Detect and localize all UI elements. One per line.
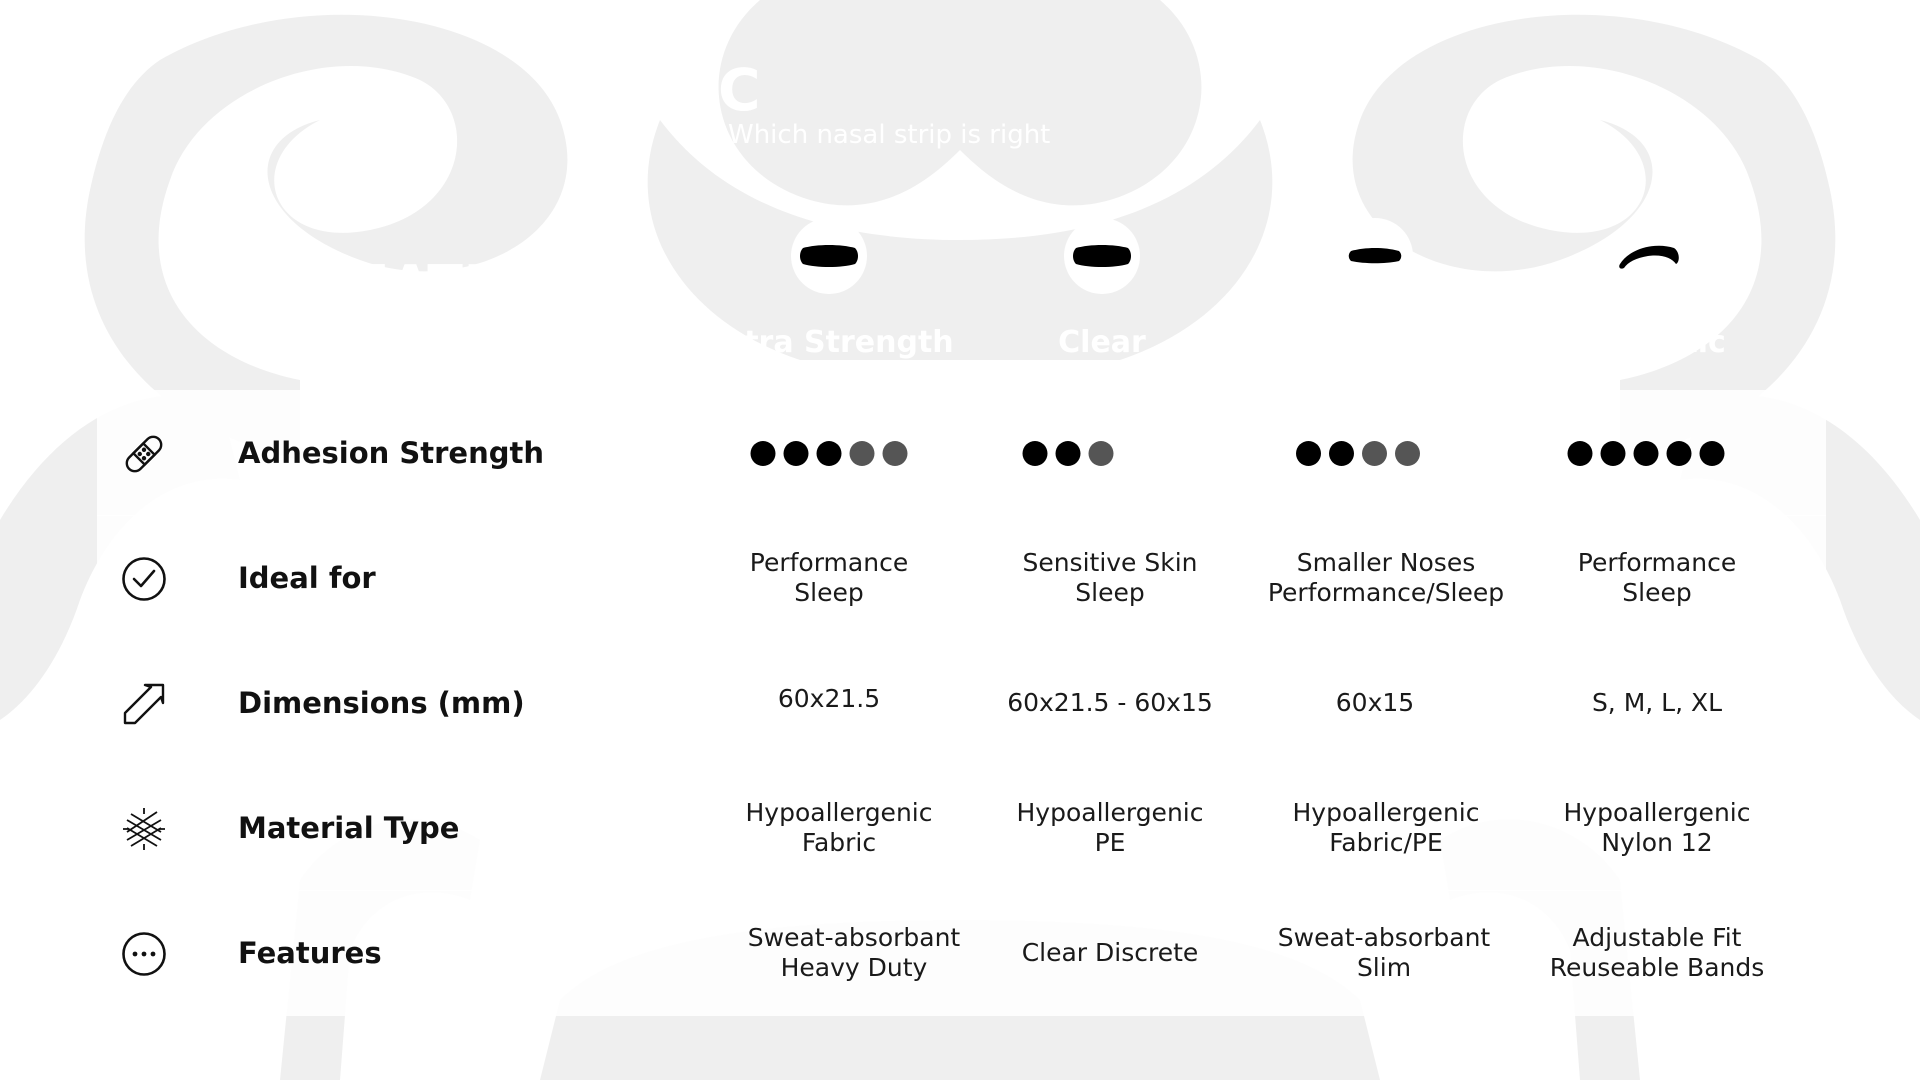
cell-line: Hypoallergenic — [1016, 798, 1204, 827]
cell-slate — [1235, 640, 1515, 766]
rating-clear — [1023, 390, 1114, 516]
cell-clear — [970, 640, 1250, 766]
nasal-strip-icon — [791, 218, 867, 294]
fabric-mesh-icon — [121, 806, 167, 852]
product-name-extra-strength: Extra Strength — [704, 325, 954, 360]
rating-dot — [1601, 441, 1626, 466]
more-dots-icon — [121, 931, 167, 977]
cell-line: Sleep — [1622, 578, 1692, 607]
checkmark-circle-icon — [121, 556, 167, 602]
rating-dot — [1056, 441, 1081, 466]
cell-line: Hypoallergenic — [745, 798, 933, 827]
cell-magnetic — [1517, 765, 1797, 891]
nasal-band-icon — [1610, 218, 1686, 294]
cell-slate — [1246, 765, 1526, 891]
cell-line: Clear Discrete — [1021, 938, 1199, 967]
row-label: Features — [238, 936, 382, 970]
cell-extra-strength — [689, 636, 969, 762]
cell-line: Fabric/PE — [1329, 828, 1443, 857]
cell-line: Heavy Duty — [780, 953, 928, 982]
rating-dot — [883, 441, 908, 466]
nasal-strip-icon — [1337, 218, 1413, 294]
rating-dot — [1395, 441, 1420, 466]
cell-line: Sensitive Skin — [1022, 548, 1198, 577]
product-name-clear: Clear — [1058, 325, 1146, 360]
bandage-icon — [121, 431, 167, 477]
cell-extra-strength — [689, 515, 969, 641]
cell-line: Sweat-absorbant — [747, 923, 961, 952]
cell-line: S, M, L, XL — [1591, 688, 1723, 717]
cell-line: Hypoallergenic — [1563, 798, 1751, 827]
cell-line: Nylon 12 — [1601, 828, 1713, 857]
rating-dot — [1329, 441, 1354, 466]
cell-line: Reuseable Bands — [1549, 953, 1765, 982]
rating-dot — [751, 441, 776, 466]
rating-extra-strength — [751, 390, 908, 516]
rating-dot — [850, 441, 875, 466]
cell-extra-strength — [699, 765, 979, 891]
cell-slate — [1246, 515, 1526, 641]
cell-line: Slim — [1356, 953, 1412, 982]
rating-dot — [1296, 441, 1321, 466]
cell-line: Performance — [749, 548, 909, 577]
cell-line: Sweat-absorbant — [1277, 923, 1491, 952]
cell-clear — [970, 890, 1250, 1016]
nasal-strip-icon — [1064, 218, 1140, 294]
row-adhesion-strength — [97, 390, 1826, 516]
row-label: Material Type — [238, 811, 460, 845]
cell-extra-strength — [714, 890, 994, 1016]
rating-dot — [1362, 441, 1387, 466]
rating-dot — [817, 441, 842, 466]
row-label: Ideal for — [238, 561, 376, 595]
rating-magnetic — [1568, 390, 1725, 516]
rating-dot — [1700, 441, 1725, 466]
cell-line: Fabric — [801, 828, 877, 857]
product-name-slate: Slate — [1331, 325, 1419, 360]
cell-magnetic — [1517, 515, 1797, 641]
row-ideal-for — [97, 515, 1826, 641]
cell-line: Smaller Noses — [1296, 548, 1476, 577]
cell-magnetic — [1517, 890, 1797, 1016]
row-features — [97, 890, 1826, 1016]
row-label: Adhesion Strength — [238, 436, 545, 470]
rating-dot — [1023, 441, 1048, 466]
cell-line: Sleep — [794, 578, 864, 607]
cell-slate — [1244, 890, 1524, 1016]
rating-dot — [1667, 441, 1692, 466]
rating-dot — [784, 441, 809, 466]
cell-line: Hypoallergenic — [1292, 798, 1480, 827]
cell-line: Performance/Sleep — [1267, 578, 1505, 607]
cell-line: 60x15 — [1335, 688, 1415, 717]
row-material-type — [97, 765, 1826, 891]
product-name-magnetic: Magnetic — [1570, 325, 1726, 360]
cell-magnetic — [1517, 640, 1797, 766]
cell-clear — [970, 765, 1250, 891]
cell-line: 60x21.5 - 60x15 — [1007, 688, 1213, 717]
cell-line: Adjustable Fit — [1572, 923, 1742, 952]
row-dimensions — [97, 640, 1826, 766]
brand-subtitle: Nasal Strips — [330, 322, 535, 357]
rating-dot — [1089, 441, 1114, 466]
rating-dot — [1568, 441, 1593, 466]
brand-title: BREATHEEZE — [272, 255, 657, 315]
header-subtitle: Which nasal strip is right — [728, 120, 1051, 150]
rating-dot — [1634, 441, 1659, 466]
cell-line: 60x21.5 — [777, 684, 881, 713]
cell-line: Performance — [1577, 548, 1737, 577]
cell-line: PE — [1094, 828, 1126, 857]
rating-slate — [1296, 390, 1420, 516]
diagonal-arrow-icon — [121, 681, 167, 727]
header-title: C — [718, 56, 761, 124]
cell-line: Sleep — [1075, 578, 1145, 607]
row-label: Dimensions (mm) — [238, 686, 525, 720]
cell-clear — [970, 515, 1250, 641]
